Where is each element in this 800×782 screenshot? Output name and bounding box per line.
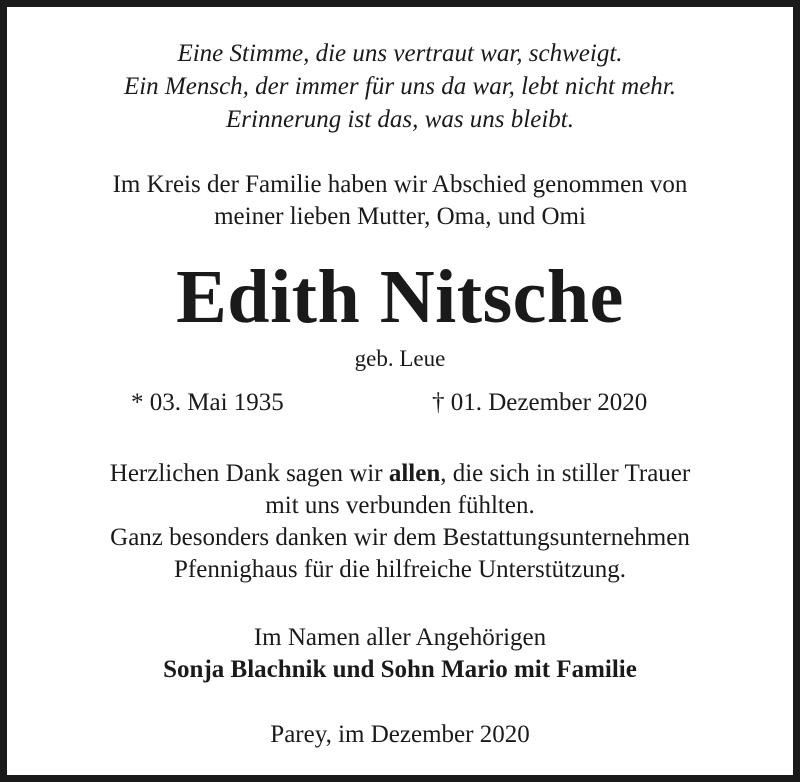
thanks-line-3: Ganz besonders danken wir dem Bestattungsunternehmen: [110, 524, 690, 551]
thanks-line-1: [7, 457, 793, 490]
intro-line-2: meiner lieben Mutter, Oma, und Omi: [214, 203, 586, 230]
maiden-name: geb. Leue: [354, 346, 446, 371]
signature-names: Sonja Blachnik und Sohn Mario mit Familie: [163, 656, 637, 683]
place-date: Parey, im Dezember 2020: [270, 721, 530, 748]
thanks-line-4: Pfennighaus für die hilfreiche Unterstützung.: [174, 556, 626, 583]
birth-date: * 03. Mai 1935: [131, 389, 284, 416]
poem-line-3: Erinnerung ist das, was uns bleibt.: [226, 106, 574, 133]
intro-line-1: Im Kreis der Familie haben wir Abschied genommen von: [112, 171, 688, 198]
thanks-line-1-suffix: , die sich in stiller Trauer: [440, 460, 691, 487]
poem-line-1: Eine Stimme, die uns vertraut war, schweigt.: [177, 40, 623, 67]
poem-line-2: Ein Mensch, der immer für uns da war, lebt nicht mehr.: [123, 73, 677, 100]
deceased-name: Edith Nitsche: [176, 255, 624, 339]
signature-line-1: Im Namen aller Angehörigen: [253, 624, 547, 651]
thanks-line-1-prefix: Herzlichen Dank sagen wir: [109, 460, 389, 487]
thanks-emphasis: allen: [388, 460, 441, 487]
death-date: † 01. Dezember 2020: [432, 389, 648, 416]
life-dates: [7, 387, 793, 419]
thanks-line-2: mit uns verbunden fühlten.: [265, 492, 535, 519]
